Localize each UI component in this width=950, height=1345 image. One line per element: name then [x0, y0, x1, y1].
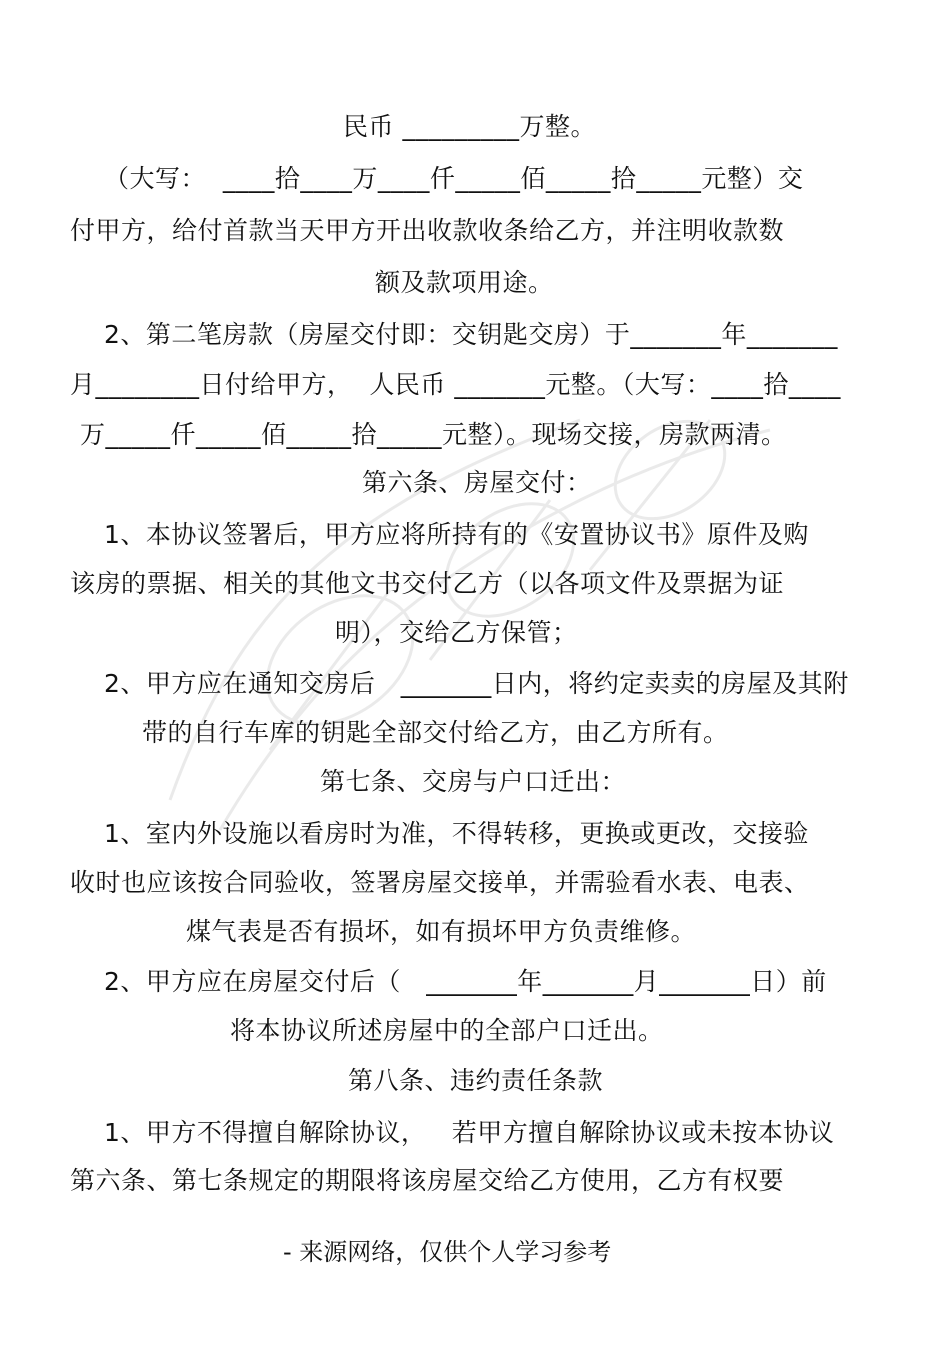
text-line: 额及款项用途。 — [375, 268, 554, 297]
text-line: 1、本协议签署后，甲方应将所持有的《安置协议书》原件及购 — [104, 520, 809, 549]
text-line: 收时也应该按合同验收，签署房屋交接单，并需验看水表、电表、 — [70, 868, 810, 897]
text-line: 将本协议所述房屋中的全部户口迁出。 — [230, 1016, 664, 1045]
section-heading: 第六条、房屋交付： — [362, 468, 592, 497]
text-line: 带的自行车库的钥匙全部交付给乙方，由乙方所有。 — [142, 718, 729, 747]
text-line: 1、甲方不得擅自解除协议， 若甲方擅自解除协议或未按本协议 — [104, 1118, 835, 1147]
text-line: 第六条、第七条规定的期限将该房屋交给乙方使用，乙方有权要 — [70, 1166, 785, 1195]
text-line: 该房的票据、相关的其他文书交付乙方（以各项文件及票据为证 — [70, 569, 785, 598]
text-line: 1、室内外设施以看房时为准，不得转移，更换或更改，交接验 — [104, 819, 809, 848]
text-line: 2、甲方应在通知交房后 _______日内，将约定卖卖的房屋及其附 — [104, 669, 849, 698]
text-line: 煤气表是否有损坏，如有损坏甲方负责维修。 — [186, 917, 697, 946]
text-line: 2、甲方应在房屋交付后（ _______年_______月_______日）前 — [104, 967, 827, 996]
section-heading: 第八条、违约责任条款 — [348, 1066, 604, 1095]
text-line: （大写： ____拾____万____仟_____佰_____拾_____元整）交 — [104, 164, 804, 193]
text-line: 万_____仟_____佰_____拾_____元整）。现场交接，房款两清。 — [80, 420, 787, 449]
text-line: 明），交给乙方保管； — [335, 618, 578, 647]
page-footer: - 来源网络，仅供个人学习参考 — [283, 1238, 612, 1266]
text-line: 2、第二笔房款（房屋交付即：交钥匙交房）于_______年_______ — [104, 320, 838, 349]
text-line: 月________日付给甲方， 人民币 _______元整。（大写：____拾____ — [70, 370, 841, 399]
section-heading: 第七条、交房与户口迁出： — [320, 767, 627, 796]
text-line: 付甲方，给付首款当天甲方开出收款收条给乙方，并注明收款数 — [70, 216, 785, 245]
text-line: 民币 _________万整。 — [343, 112, 596, 141]
